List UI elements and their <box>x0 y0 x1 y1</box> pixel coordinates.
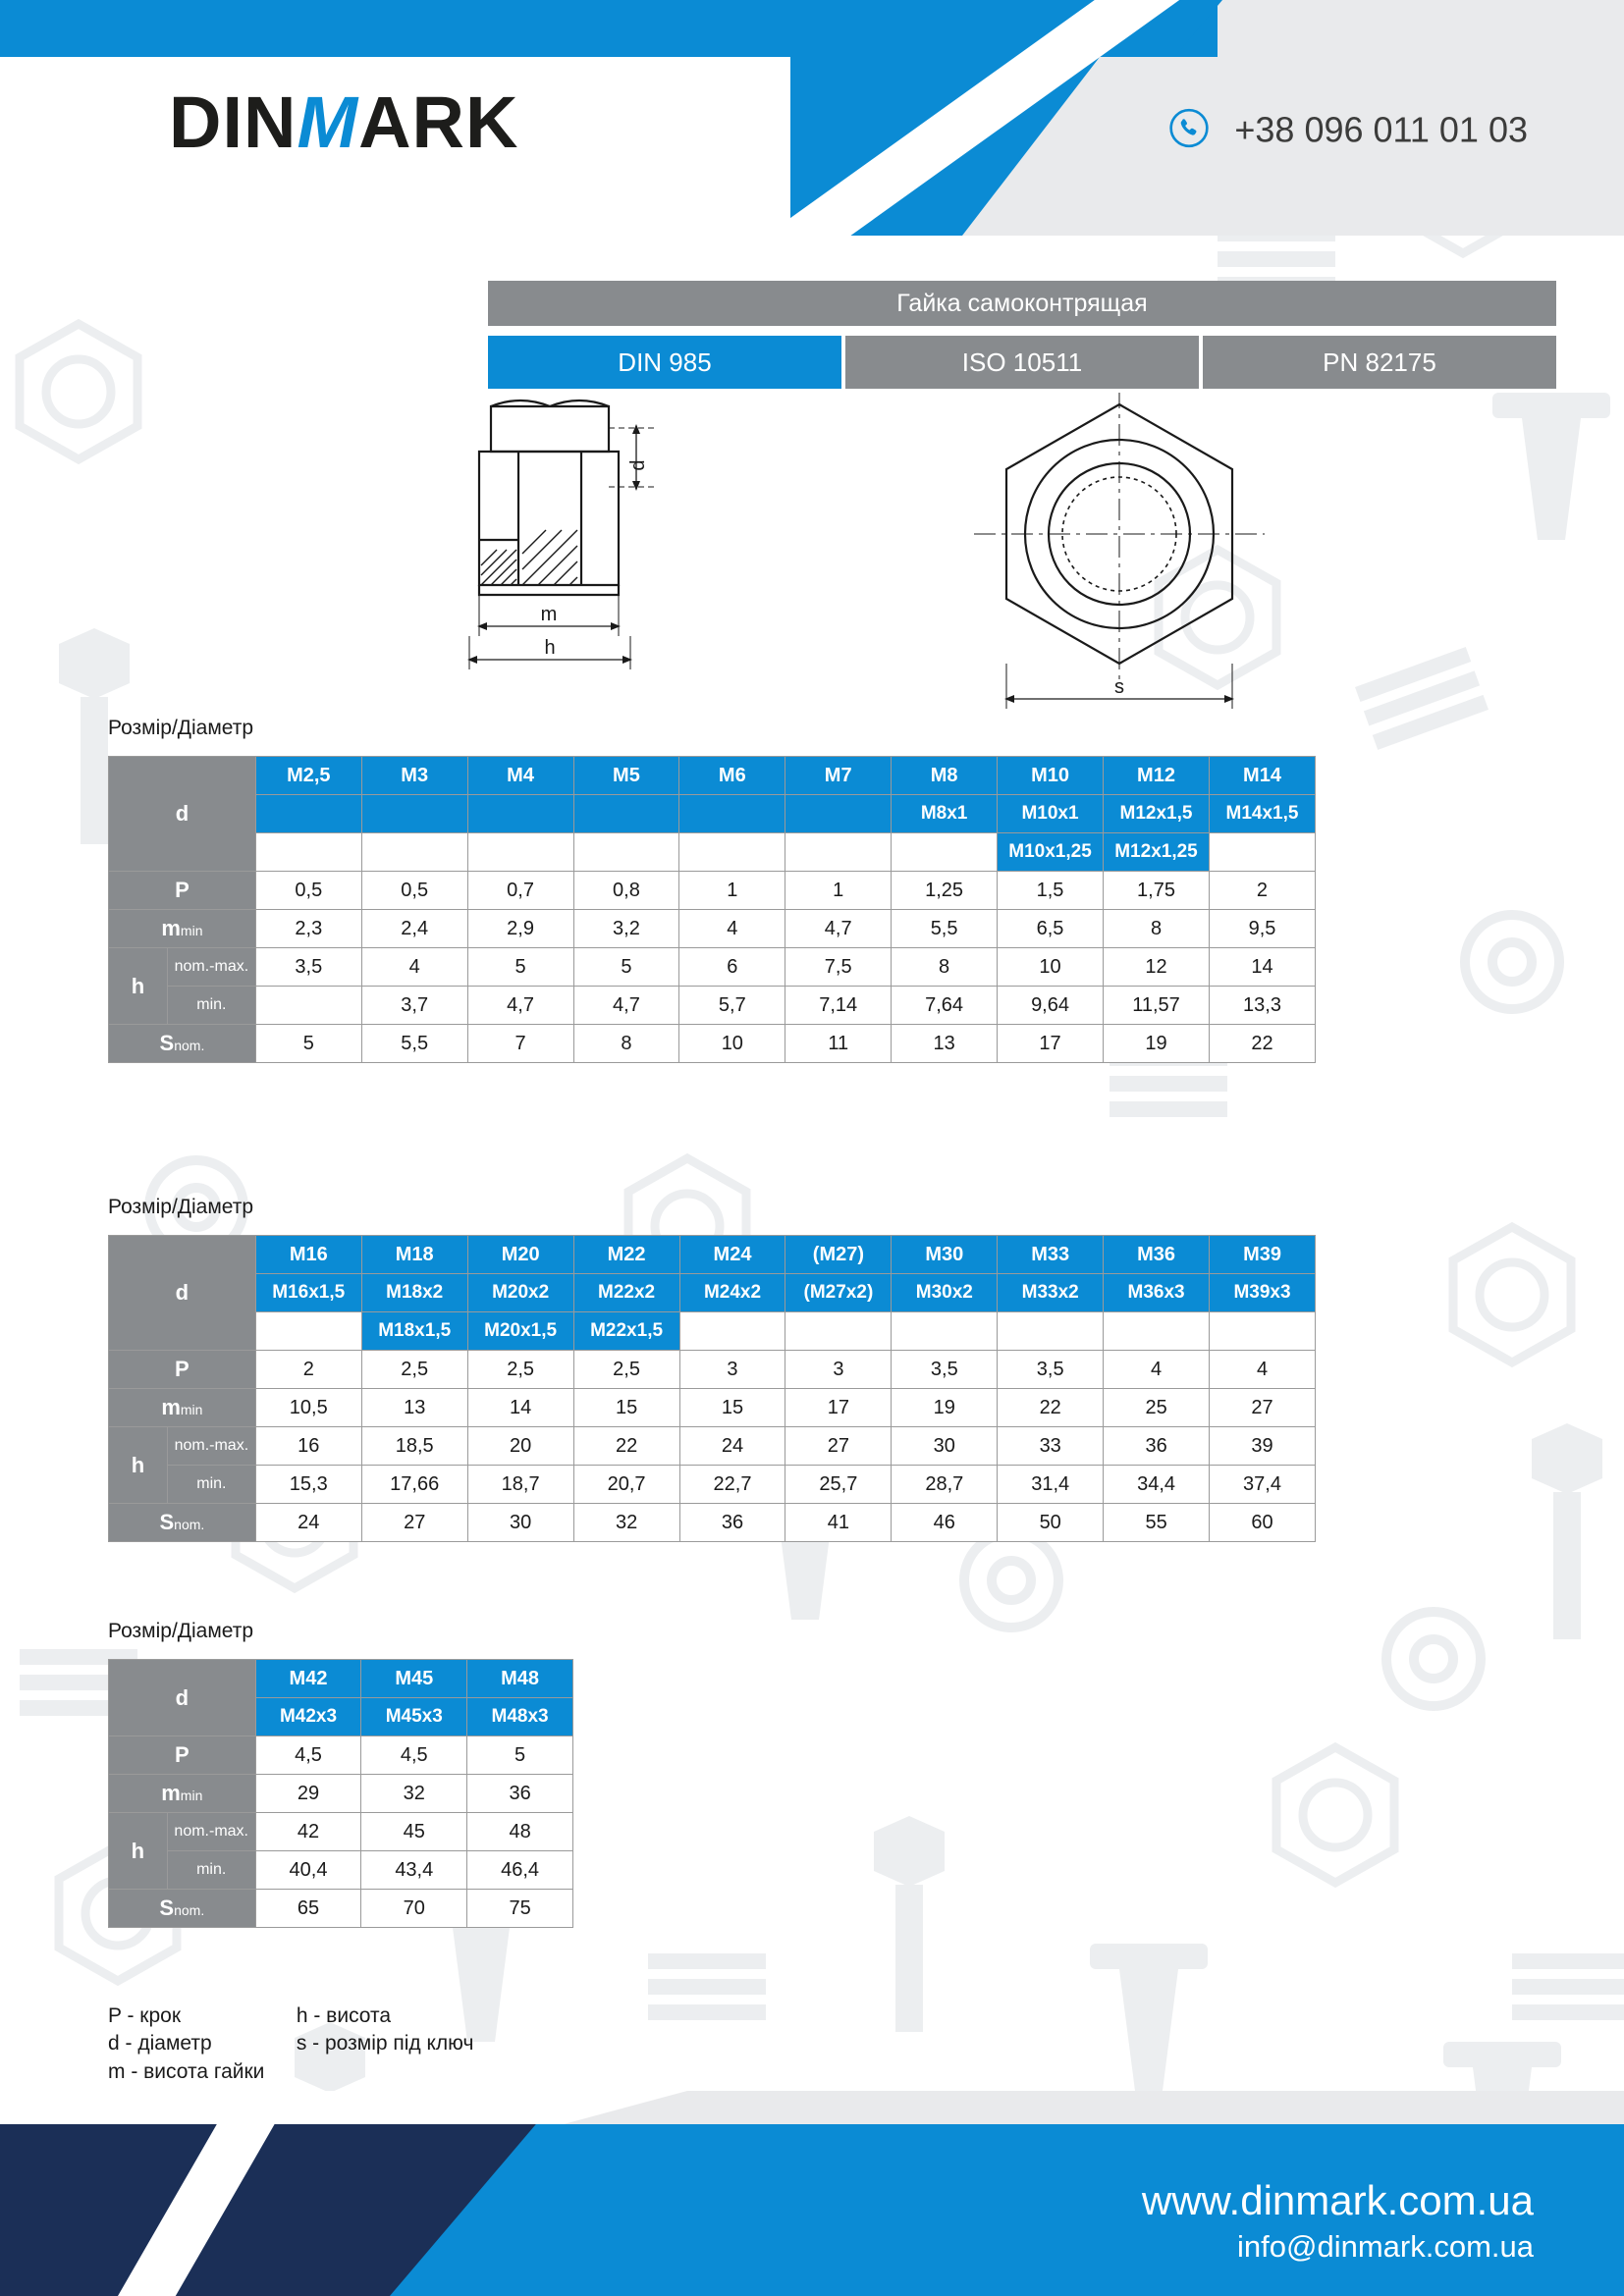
cell: M18x1,5 <box>361 1312 467 1351</box>
table-row <box>109 757 1316 795</box>
cell: 3 <box>679 1351 785 1389</box>
table-row <box>109 833 1316 872</box>
logo-text-m: M <box>297 81 359 163</box>
cell: M42x3 <box>255 1698 361 1736</box>
cell: 3 <box>785 1351 892 1389</box>
cell: 7,64 <box>892 987 998 1025</box>
rowlabel-m-text: m <box>161 1781 181 1805</box>
cell: 45 <box>361 1813 467 1851</box>
cell: 75 <box>467 1890 573 1928</box>
rowlabel-s-nom <box>109 1025 256 1063</box>
cell: 5,7 <box>679 987 785 1025</box>
cell: 10 <box>679 1025 785 1063</box>
product-title <box>488 281 1556 326</box>
cell: 32 <box>361 1775 467 1813</box>
cell: 11,57 <box>1104 987 1210 1025</box>
cell <box>679 833 785 872</box>
cell: 5,5 <box>361 1025 467 1063</box>
rowlabel-d: d <box>109 1236 256 1351</box>
cell: 36 <box>1104 1427 1210 1466</box>
cell: 20,7 <box>573 1466 679 1504</box>
cell: 15,3 <box>255 1466 361 1504</box>
rowlabel-p: P <box>109 1351 256 1389</box>
cell: M24x2 <box>679 1274 785 1312</box>
cell: 4 <box>1210 1351 1316 1389</box>
cell <box>785 1312 892 1351</box>
cell: M48x3 <box>467 1698 573 1736</box>
cell: 0,5 <box>255 872 361 910</box>
cell: 25 <box>1104 1389 1210 1427</box>
legend-column-1 <box>108 2002 291 2086</box>
table-row <box>109 1236 1316 1274</box>
cell: 0,5 <box>361 872 467 910</box>
rowlabel-s-nom <box>109 1890 256 1928</box>
cell: 4,7 <box>785 910 892 948</box>
cell: 40,4 <box>255 1851 361 1890</box>
cell: 2,5 <box>467 1351 573 1389</box>
standard-iso-label: ISO 10511 <box>961 347 1083 377</box>
cell: M3 <box>361 757 467 795</box>
cell: 15 <box>573 1389 679 1427</box>
cell: 17 <box>785 1389 892 1427</box>
cell <box>255 1312 361 1351</box>
cell: M10x1,25 <box>998 833 1104 872</box>
rowlabel-h: h <box>109 1427 168 1504</box>
rowlabel-s-sub: nom. <box>174 1902 205 1918</box>
cell: M20 <box>467 1236 573 1274</box>
phone-icon <box>1169 109 1209 157</box>
cell: 14 <box>1209 948 1315 987</box>
cell: 11 <box>785 1025 892 1063</box>
cell: M14 <box>1209 757 1315 795</box>
cell <box>361 833 467 872</box>
cell: M2,5 <box>255 757 361 795</box>
cell: 2,5 <box>361 1351 467 1389</box>
cell: 19 <box>892 1389 998 1427</box>
cell: 15 <box>679 1389 785 1427</box>
rowlabel-h-min: min. <box>167 1466 255 1504</box>
cell: 55 <box>1104 1504 1210 1542</box>
cell: 13 <box>361 1389 467 1427</box>
rowlabel-m-min <box>109 910 256 948</box>
cell <box>785 795 892 833</box>
cell: M22x2 <box>573 1274 679 1312</box>
cell: M14x1,5 <box>1209 795 1315 833</box>
rowlabel-m-text: m <box>161 916 181 940</box>
cell: 4,5 <box>255 1736 361 1775</box>
rowlabel-s-text: S <box>159 1031 175 1055</box>
logo-text-ark: ARK <box>358 81 519 163</box>
cell: M8 <box>892 757 998 795</box>
cell: 34,4 <box>1104 1466 1210 1504</box>
cell <box>892 1312 998 1351</box>
cell: 17 <box>998 1025 1104 1063</box>
cell: 4,7 <box>573 987 679 1025</box>
table-row <box>109 1851 573 1890</box>
cell <box>679 795 785 833</box>
cell: 24 <box>679 1427 785 1466</box>
table-row <box>109 1427 1316 1466</box>
cell: 2,5 <box>573 1351 679 1389</box>
cell: M45x3 <box>361 1698 467 1736</box>
cell: 7 <box>467 1025 573 1063</box>
cell: 0,8 <box>573 872 679 910</box>
cell: M18 <box>361 1236 467 1274</box>
legend-item: s - розмір під ключ <box>296 2032 474 2056</box>
table-row <box>109 1813 573 1851</box>
phone-text: +38 096 011 01 03 <box>1234 109 1528 150</box>
rowlabel-h: h <box>109 1813 168 1890</box>
cell: 10,5 <box>255 1389 361 1427</box>
cell: 41 <box>785 1504 892 1542</box>
cell: 31,4 <box>998 1466 1104 1504</box>
rowlabel-d: d <box>109 1660 256 1736</box>
cell <box>892 833 998 872</box>
cell: 6 <box>679 948 785 987</box>
cell <box>361 795 467 833</box>
legend-item: h - висота <box>296 2004 392 2027</box>
cell: 5,5 <box>892 910 998 948</box>
cell: 32 <box>573 1504 679 1542</box>
cell <box>1104 1312 1210 1351</box>
cell: 7,14 <box>785 987 892 1025</box>
cell <box>679 1312 785 1351</box>
cell: 60 <box>1210 1504 1316 1542</box>
cell: 36 <box>679 1504 785 1542</box>
cell <box>467 795 573 833</box>
cell: M42 <box>255 1660 361 1698</box>
table-row <box>109 1312 1316 1351</box>
footer-contacts <box>1142 2175 1534 2267</box>
cell: 43,4 <box>361 1851 467 1890</box>
rowlabel-s-nom <box>109 1504 256 1542</box>
cell: 1,75 <box>1104 872 1210 910</box>
cell <box>255 833 361 872</box>
rowlabel-s-text: S <box>159 1510 175 1534</box>
rowlabel-h-nom: nom.-max. <box>167 1813 255 1851</box>
spec-table-3 <box>108 1659 573 1928</box>
rowlabel-m-text: m <box>161 1395 181 1419</box>
cell: 4 <box>1104 1351 1210 1389</box>
cell: 22 <box>998 1389 1104 1427</box>
cell: 3,7 <box>361 987 467 1025</box>
cell: M5 <box>573 757 679 795</box>
rowlabel-m-min <box>109 1389 256 1427</box>
rowlabel-p: P <box>109 872 256 910</box>
cell: M10x1 <box>998 795 1104 833</box>
drawing-label-s: s <box>1114 676 1124 698</box>
cell: 1 <box>785 872 892 910</box>
cell <box>255 795 361 833</box>
table-row <box>109 1504 1316 1542</box>
table-row <box>109 1351 1316 1389</box>
cell: 4,5 <box>361 1736 467 1775</box>
page-header <box>0 0 1624 236</box>
spec-table-2 <box>108 1235 1316 1542</box>
page-footer <box>0 2051 1624 2296</box>
cell: 8 <box>573 1025 679 1063</box>
table-row <box>109 795 1316 833</box>
cell: M24 <box>679 1236 785 1274</box>
cell: 18,5 <box>361 1427 467 1466</box>
cell: 25,7 <box>785 1466 892 1504</box>
cell: M18x2 <box>361 1274 467 1312</box>
drawing-label-m: m <box>540 604 558 625</box>
cell: 9,64 <box>998 987 1104 1025</box>
cell: 4 <box>361 948 467 987</box>
cell: 70 <box>361 1890 467 1928</box>
rowlabel-p: P <box>109 1736 256 1775</box>
cell: 48 <box>467 1813 573 1851</box>
cell <box>573 795 679 833</box>
rowlabel-s-sub: nom. <box>174 1517 205 1532</box>
cell: 19 <box>1104 1025 1210 1063</box>
table-row <box>109 1890 573 1928</box>
cell: 12 <box>1104 948 1210 987</box>
cell <box>573 833 679 872</box>
cell: M48 <box>467 1660 573 1698</box>
cell: 1,5 <box>998 872 1104 910</box>
cell: M12 <box>1104 757 1210 795</box>
cell: 13 <box>892 1025 998 1063</box>
cell: 39 <box>1210 1427 1316 1466</box>
cell: 8 <box>892 948 998 987</box>
cell: M16 <box>255 1236 361 1274</box>
drawing-label-h: h <box>544 637 556 659</box>
cell: 7,5 <box>785 948 892 987</box>
cell: 13,3 <box>1209 987 1315 1025</box>
cell: 22 <box>1209 1025 1315 1063</box>
cell: 5 <box>467 1736 573 1775</box>
cell: 30 <box>467 1504 573 1542</box>
cell: M8x1 <box>892 795 998 833</box>
cell: 5 <box>573 948 679 987</box>
cell: M45 <box>361 1660 467 1698</box>
rowlabel-s-sub: nom. <box>174 1038 205 1053</box>
cell <box>1210 1312 1316 1351</box>
cell: 6,5 <box>998 910 1104 948</box>
standard-iso[interactable] <box>845 336 1199 389</box>
cell: 2,3 <box>255 910 361 948</box>
cell: 3,5 <box>998 1351 1104 1389</box>
cell: 2,9 <box>467 910 573 948</box>
table-row <box>109 872 1316 910</box>
cell: M6 <box>679 757 785 795</box>
cell: M30x2 <box>892 1274 998 1312</box>
cell: 29 <box>255 1775 361 1813</box>
cell: M39x3 <box>1210 1274 1316 1312</box>
legend-item: d - діаметр <box>108 2032 212 2056</box>
standards-row <box>488 336 1556 389</box>
cell: M20x1,5 <box>467 1312 573 1351</box>
cell: 24 <box>255 1504 361 1542</box>
table-row <box>109 948 1316 987</box>
cell: (M27) <box>785 1236 892 1274</box>
cell: 27 <box>361 1504 467 1542</box>
standard-pn-label: PN 82175 <box>1323 347 1436 377</box>
table-row <box>109 910 1316 948</box>
legend <box>108 2002 473 2086</box>
cell: M10 <box>998 757 1104 795</box>
cell: (M27x2) <box>785 1274 892 1312</box>
cell: 3,5 <box>255 948 361 987</box>
cell: 42 <box>255 1813 361 1851</box>
cell: 8 <box>1104 910 1210 948</box>
cell: 65 <box>255 1890 361 1928</box>
rowlabel-h-nom: nom.-max. <box>167 948 255 987</box>
cell: M39 <box>1210 1236 1316 1274</box>
product-title-text: Гайка самоконтрящая <box>896 289 1148 317</box>
cell: M20x2 <box>467 1274 573 1312</box>
cell: 22,7 <box>679 1466 785 1504</box>
cell: 3,2 <box>573 910 679 948</box>
cell: 28,7 <box>892 1466 998 1504</box>
cell: M33 <box>998 1236 1104 1274</box>
cell <box>1209 833 1315 872</box>
cell: M12x1,25 <box>1104 833 1210 872</box>
technical-drawing <box>461 393 1561 717</box>
table-row <box>109 1025 1316 1063</box>
standard-din-label: DIN 985 <box>618 347 712 377</box>
cell: 2 <box>1209 872 1315 910</box>
legend-item: P - крок <box>108 2004 182 2027</box>
logo-text-din: DIN <box>169 81 298 163</box>
cell: 3,5 <box>892 1351 998 1389</box>
cell: M36x3 <box>1104 1274 1210 1312</box>
cell: 2 <box>255 1351 361 1389</box>
legend-item: m - висота гайки <box>108 2059 265 2083</box>
cell: M33x2 <box>998 1274 1104 1312</box>
cell: 50 <box>998 1504 1104 1542</box>
cell <box>255 987 361 1025</box>
rowlabel-m-sub: min <box>180 923 203 938</box>
table-row <box>109 1466 1316 1504</box>
cell: 4 <box>679 910 785 948</box>
cell: M22 <box>573 1236 679 1274</box>
cell <box>998 1312 1104 1351</box>
table-row <box>109 1660 573 1698</box>
cell: 1 <box>679 872 785 910</box>
cell: 33 <box>998 1427 1104 1466</box>
cell: 20 <box>467 1427 573 1466</box>
spec-table-1 <box>108 756 1316 1063</box>
standard-din[interactable] <box>488 336 841 389</box>
drawing-label-d: d <box>627 459 649 471</box>
footer-website[interactable]: www.dinmark.com.ua <box>1141 2177 1534 2224</box>
cell: 46,4 <box>467 1851 573 1890</box>
table-row <box>109 987 1316 1025</box>
rowlabel-h-min: min. <box>167 987 255 1025</box>
cell: 5 <box>467 948 573 987</box>
brand-logo[interactable] <box>169 81 519 163</box>
cell: M16x1,5 <box>255 1274 361 1312</box>
cell: 27 <box>785 1427 892 1466</box>
table-row <box>109 1389 1316 1427</box>
cell: 0,7 <box>467 872 573 910</box>
section-caption-2: Розмір/Діаметр <box>108 1196 254 1218</box>
cell: M12x1,5 <box>1104 795 1210 833</box>
cell: 17,66 <box>361 1466 467 1504</box>
cell: 14 <box>467 1389 573 1427</box>
cell: M7 <box>785 757 892 795</box>
cell: M30 <box>892 1236 998 1274</box>
cell: 22 <box>573 1427 679 1466</box>
rowlabel-m-sub: min <box>180 1402 203 1417</box>
table-row <box>109 1736 573 1775</box>
cell: 36 <box>467 1775 573 1813</box>
cell: M36 <box>1104 1236 1210 1274</box>
cell: 18,7 <box>467 1466 573 1504</box>
cell: M4 <box>467 757 573 795</box>
cell: 10 <box>998 948 1104 987</box>
rowlabel-s-text: S <box>159 1896 175 1920</box>
rowlabel-d: d <box>109 757 256 872</box>
table-row <box>109 1274 1316 1312</box>
cell: 46 <box>892 1504 998 1542</box>
table-row <box>109 1775 573 1813</box>
cell: M22x1,5 <box>573 1312 679 1351</box>
legend-column-2 <box>297 2002 474 2058</box>
cell: 16 <box>255 1427 361 1466</box>
cell: 1,25 <box>892 872 998 910</box>
rowlabel-h: h <box>109 948 168 1025</box>
cell: 4,7 <box>467 987 573 1025</box>
section-caption-1: Розмір/Діаметр <box>108 717 254 739</box>
cell: 30 <box>892 1427 998 1466</box>
cell: 2,4 <box>361 910 467 948</box>
cell: 5 <box>255 1025 361 1063</box>
cell <box>467 833 573 872</box>
footer-email[interactable]: info@dinmark.com.ua <box>1237 2228 1534 2264</box>
cell: 27 <box>1210 1389 1316 1427</box>
section-caption-3: Розмір/Діаметр <box>108 1620 254 1642</box>
cell: 37,4 <box>1210 1466 1316 1504</box>
cell <box>785 833 892 872</box>
standard-pn[interactable] <box>1203 336 1556 389</box>
rowlabel-h-nom: nom.-max. <box>167 1427 255 1466</box>
cell: 9,5 <box>1209 910 1315 948</box>
rowlabel-m-sub: min <box>180 1788 203 1803</box>
rowlabel-h-min: min. <box>167 1851 255 1890</box>
rowlabel-m-min <box>109 1775 256 1813</box>
phone-number[interactable] <box>1169 109 1528 157</box>
